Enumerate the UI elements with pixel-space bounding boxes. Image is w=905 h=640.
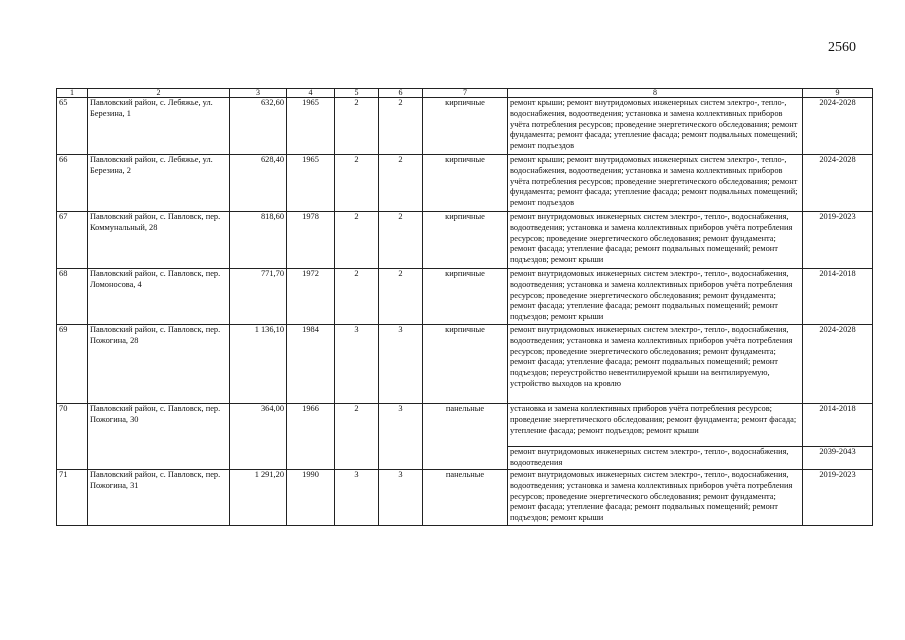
construction-year: 1978 bbox=[287, 212, 335, 269]
repair-period: 2019-2023 bbox=[803, 470, 873, 526]
table-row bbox=[57, 269, 873, 325]
entrances-count: 2 bbox=[379, 155, 423, 212]
row-number: 65 bbox=[57, 98, 88, 155]
column-number: 8 bbox=[508, 89, 803, 98]
building-area: 628,40 bbox=[230, 155, 287, 212]
floors-count: 2 bbox=[335, 98, 379, 155]
row-number: 67 bbox=[57, 212, 88, 269]
building-area: 1 291,20 bbox=[230, 470, 287, 526]
wall-material: кирпичные bbox=[423, 269, 508, 325]
building-address: Павловский район, с. Павловск, пер. Пожогина, 28 bbox=[88, 325, 230, 404]
repair-works: ремонт внутридомовых инженерных систем электро-, тепло-, водоснабжения, водоотведения; установка и замена коллективных приборов учёта потребления ресурсов; проведение энергетического обследования; ремонт фундамента; ремонт фасада; утепление фасада; ремонт подвальных помещений; ремонт подъездов; ремонт крыши bbox=[508, 470, 803, 526]
construction-year: 1966 bbox=[287, 404, 335, 470]
row-number: 70 bbox=[57, 404, 88, 470]
building-address: Павловский район, с. Павловск, пер. Коммунальный, 28 bbox=[88, 212, 230, 269]
construction-year: 1965 bbox=[287, 98, 335, 155]
row-number: 66 bbox=[57, 155, 88, 212]
repair-period: 2024-2028 bbox=[803, 155, 873, 212]
repair-works: ремонт крыши; ремонт внутридомовых инженерных систем электро-, тепло-, водоснабжения, водоотведения; установка и замена коллективных приборов учёта потребления ресурсов; проведение энергетического обследования; ремонт фундамента; ремонт фасада; утепление фасада; ремонт подвальных помещений; ремонт подъездов bbox=[508, 155, 803, 212]
column-number: 3 bbox=[230, 89, 287, 98]
wall-material: кирпичные bbox=[423, 98, 508, 155]
row-number: 71 bbox=[57, 470, 88, 526]
wall-material: панельные bbox=[423, 470, 508, 526]
building-address: Павловский район, с. Лебяжье, ул. Березина, 1 bbox=[88, 98, 230, 155]
repair-works: установка и замена коллективных приборов учёта потребления ресурсов; проведение энергетического обследования; ремонт фундамента; ремонт фасада; утепление фасада; ремонт подъездов; ремонт крыши bbox=[508, 404, 803, 447]
construction-year: 1972 bbox=[287, 269, 335, 325]
floors-count: 2 bbox=[335, 212, 379, 269]
column-number: 9 bbox=[803, 89, 873, 98]
row-number: 68 bbox=[57, 269, 88, 325]
column-number-header-row bbox=[57, 89, 873, 98]
construction-year: 1984 bbox=[287, 325, 335, 404]
table-row bbox=[57, 212, 873, 269]
housing-repair-table bbox=[56, 88, 873, 526]
column-number: 4 bbox=[287, 89, 335, 98]
repair-period: 2019-2023 bbox=[803, 212, 873, 269]
column-number: 6 bbox=[379, 89, 423, 98]
repair-period: 2014-2018 bbox=[803, 269, 873, 325]
wall-material: панельные bbox=[423, 404, 508, 470]
wall-material: кирпичные bbox=[423, 155, 508, 212]
building-area: 1 136,10 bbox=[230, 325, 287, 404]
table-row bbox=[57, 325, 873, 404]
repair-works: ремонт внутридомовых инженерных систем электро-, тепло-, водоснабжения, водоотведения; установка и замена коллективных приборов учёта потребления ресурсов; проведение энергетического обследования; ремонт фундамента; ремонт фасада; утепление фасада; ремонт подвальных помещений; ремонт подъездов; переустройство невентилируемой крыши на вентилируемую, устройство выходов на кровлю bbox=[508, 325, 803, 404]
floors-count: 2 bbox=[335, 404, 379, 470]
repair-period: 2024-2028 bbox=[803, 325, 873, 404]
column-number: 1 bbox=[57, 89, 88, 98]
floors-count: 2 bbox=[335, 269, 379, 325]
repair-works-second-stage: ремонт внутридомовых инженерных систем электро-, тепло-, водоснабжения, водоотведения bbox=[508, 447, 803, 470]
column-number: 2 bbox=[88, 89, 230, 98]
building-area: 632,60 bbox=[230, 98, 287, 155]
entrances-count: 2 bbox=[379, 98, 423, 155]
entrances-count: 3 bbox=[379, 470, 423, 526]
column-number: 7 bbox=[423, 89, 508, 98]
repair-period: 2014-2018 bbox=[803, 404, 873, 447]
floors-count: 2 bbox=[335, 155, 379, 212]
entrances-count: 2 bbox=[379, 269, 423, 325]
table-row bbox=[57, 98, 873, 155]
building-area: 364,00 bbox=[230, 404, 287, 470]
table-row bbox=[57, 404, 873, 447]
entrances-count: 2 bbox=[379, 212, 423, 269]
repair-works: ремонт внутридомовых инженерных систем электро-, тепло-, водоснабжения, водоотведения; установка и замена коллективных приборов учёта потребления ресурсов; проведение энергетического обследования; ремонт фундамента; ремонт фасада; утепление фасада; ремонт подвальных помещений; ремонт подъездов; ремонт крыши bbox=[508, 212, 803, 269]
wall-material: кирпичные bbox=[423, 325, 508, 404]
page-number: 2560 bbox=[828, 40, 856, 55]
entrances-count: 3 bbox=[379, 404, 423, 470]
building-address: Павловский район, с. Павловск, пер. Ломоносова, 4 bbox=[88, 269, 230, 325]
building-area: 771,70 bbox=[230, 269, 287, 325]
building-area: 818,60 bbox=[230, 212, 287, 269]
row-number: 69 bbox=[57, 325, 88, 404]
repair-works: ремонт внутридомовых инженерных систем электро-, тепло-, водоснабжения, водоотведения; установка и замена коллективных приборов учёта потребления ресурсов; проведение энергетического обследования; ремонт фундамента; ремонт фасада; утепление фасада; ремонт подвальных помещений; ремонт подъездов; ремонт крыши bbox=[508, 269, 803, 325]
building-address: Павловский район, с. Павловск, пер. Пожогина, 30 bbox=[88, 404, 230, 470]
table-row bbox=[57, 155, 873, 212]
wall-material: кирпичные bbox=[423, 212, 508, 269]
column-number: 5 bbox=[335, 89, 379, 98]
repair-works: ремонт крыши; ремонт внутридомовых инженерных систем электро-, тепло-, водоснабжения, водоотведения; установка и замена коллективных приборов учёта потребления ресурсов; проведение энергетического обследования; ремонт фундамента; ремонт фасада; утепление фасада; ремонт подвальных помещений; ремонт подъездов bbox=[508, 98, 803, 155]
repair-period: 2024-2028 bbox=[803, 98, 873, 155]
entrances-count: 3 bbox=[379, 325, 423, 404]
construction-year: 1990 bbox=[287, 470, 335, 526]
table-row bbox=[57, 470, 873, 526]
repair-period-second-stage: 2039-2043 bbox=[803, 447, 873, 470]
building-address: Павловский район, с. Лебяжье, ул. Березина, 2 bbox=[88, 155, 230, 212]
building-address: Павловский район, с. Павловск, пер. Пожогина, 31 bbox=[88, 470, 230, 526]
floors-count: 3 bbox=[335, 470, 379, 526]
floors-count: 3 bbox=[335, 325, 379, 404]
construction-year: 1965 bbox=[287, 155, 335, 212]
